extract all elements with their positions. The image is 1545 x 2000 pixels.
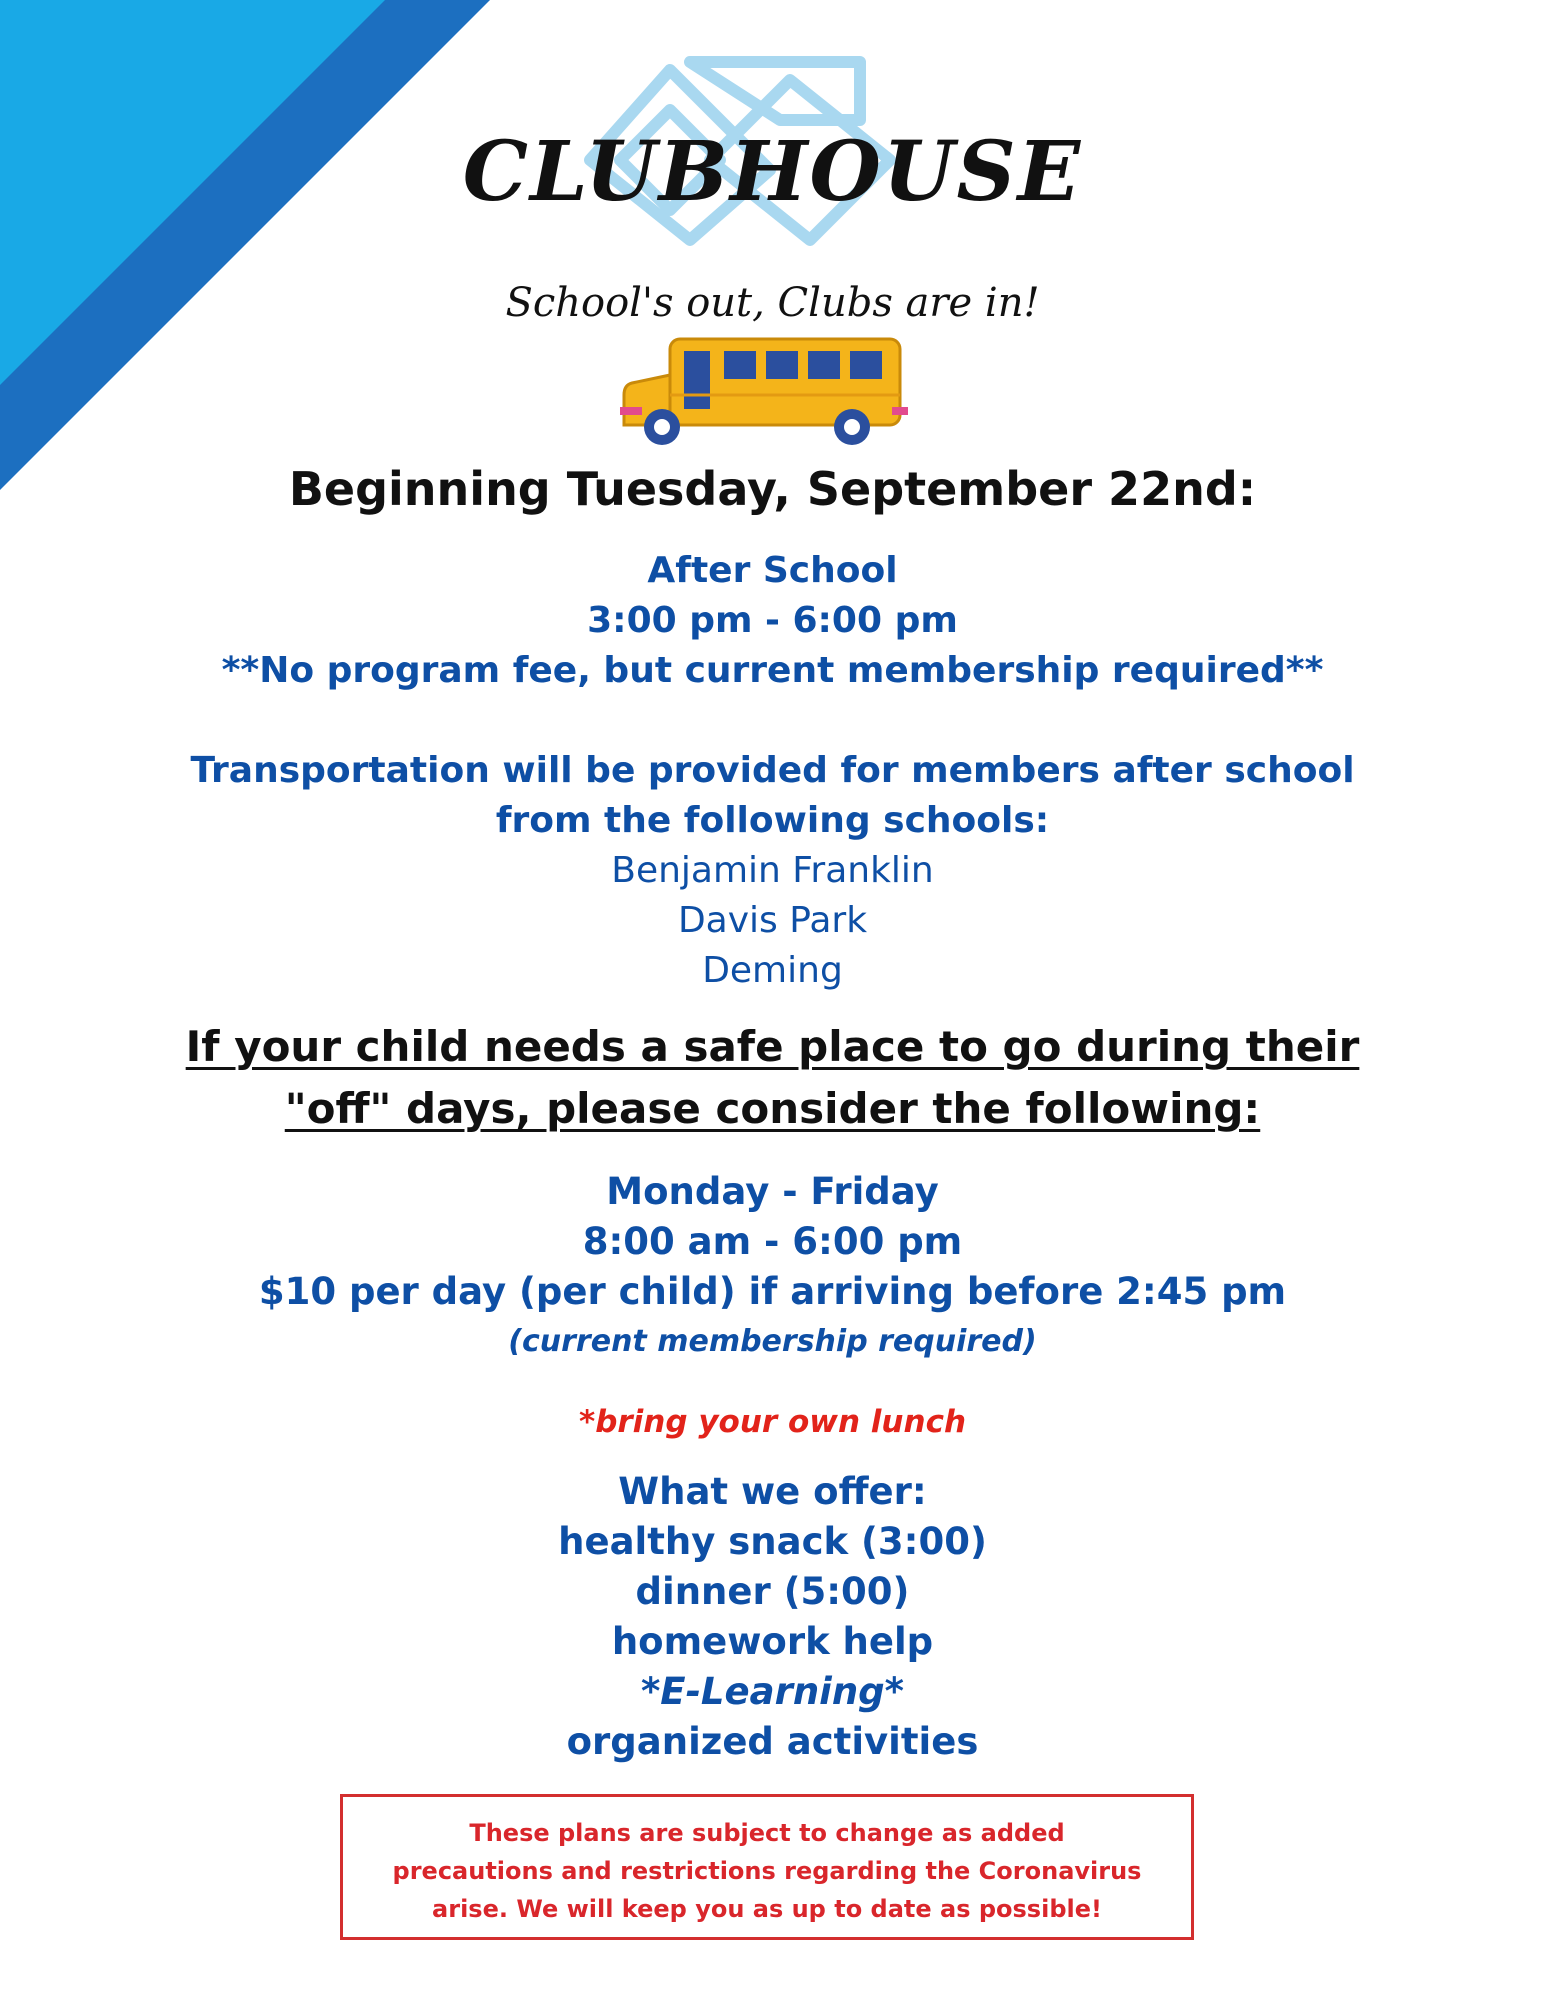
offer-item: dinner (5:00)	[635, 1570, 910, 1613]
offer-item: healthy snack (3:00)	[558, 1520, 987, 1563]
lunch-note: *bring your own lunch	[578, 1404, 967, 1440]
offer-heading: What we offer:	[618, 1470, 927, 1513]
corner-stripe-decoration	[0, 0, 500, 500]
offer-item: organized activities	[566, 1720, 979, 1763]
page-title: CLUBHOUSE	[462, 124, 1083, 220]
transport-line-2: from the following schools:	[495, 800, 1050, 841]
transport-line-1: Transportation will be provided for members after school	[190, 750, 1355, 791]
notice-line-3: arise. We will keep you as up to date as possible!	[432, 1895, 1102, 1923]
after-school-hours: 3:00 pm - 6:00 pm	[587, 600, 958, 641]
start-date-heading: Beginning Tuesday, September 22nd:	[288, 462, 1257, 516]
tagline: School's out, Clubs are in!	[505, 280, 1040, 326]
offer-item: *E-Learning*	[640, 1670, 905, 1713]
school-item: Davis Park	[677, 900, 868, 941]
off-days-days: Monday - Friday	[606, 1170, 939, 1213]
after-school-label: After School	[647, 550, 898, 591]
off-days-heading-line-1: If your child needs a safe place to go during their	[185, 1022, 1360, 1071]
school-bus-icon	[620, 335, 910, 450]
off-days-price: $10 per day (per child) if arriving before 2:45 pm	[258, 1270, 1287, 1313]
school-item: Benjamin Franklin	[611, 850, 934, 891]
membership-note: (current membership required)	[508, 1324, 1037, 1359]
school-item: Deming	[702, 950, 843, 991]
notice-line-2: precautions and restrictions regarding the Coronavirus	[392, 1857, 1142, 1885]
offer-item: homework help	[611, 1620, 934, 1663]
off-days-hours: 8:00 am - 6:00 pm	[582, 1220, 963, 1263]
notice-box	[340, 1794, 1194, 1940]
fee-note: **No program fee, but current membership required**	[221, 650, 1324, 691]
notice-line-1: These plans are subject to change as added	[469, 1819, 1065, 1847]
off-days-heading-line-2: "off" days, please consider the following:	[284, 1084, 1261, 1133]
